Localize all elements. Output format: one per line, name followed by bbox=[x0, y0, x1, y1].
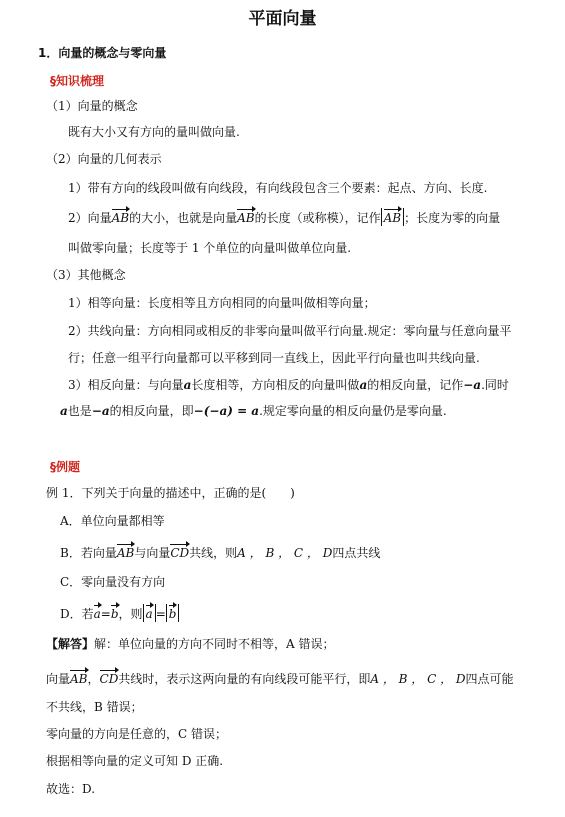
vector-ab: AB bbox=[237, 208, 254, 226]
text: 四点可能 bbox=[465, 672, 514, 686]
text: D．若 bbox=[60, 607, 94, 621]
text: .规定零向量的相反向量仍是零向量. bbox=[259, 404, 447, 418]
points: A ， B ， C ， D bbox=[370, 672, 466, 686]
vector-cd: CD bbox=[100, 669, 119, 687]
solution-label: 【解答】 bbox=[46, 637, 95, 651]
text: 四点共线 bbox=[332, 546, 381, 560]
option-b bbox=[60, 543, 380, 561]
vector-neg-a: −a bbox=[91, 404, 110, 418]
solution-line: 零向量的方向是任意的，C 错误； bbox=[46, 727, 227, 741]
option-a: A．单位向量都相等 bbox=[60, 514, 165, 528]
vector-ab: AB bbox=[117, 543, 134, 561]
text: 2）向量 bbox=[68, 211, 112, 225]
text: ， bbox=[87, 672, 100, 686]
vector-ab: AB bbox=[384, 208, 401, 226]
points: A ， B ， C ， D bbox=[237, 546, 333, 560]
vector-b: b bbox=[169, 604, 177, 622]
page-title: 平面向量 bbox=[248, 9, 317, 29]
solution-line: 根据相等向量的定义可知 D 正确. bbox=[46, 754, 224, 768]
vector-a: a bbox=[146, 604, 153, 622]
solution-line bbox=[46, 636, 335, 652]
vector-a: a bbox=[60, 404, 68, 418]
vector-neg-a: −a bbox=[463, 378, 482, 392]
text: ；长度为零的向量 bbox=[404, 211, 501, 225]
text: 与向量 bbox=[134, 546, 171, 560]
paragraph: 既有大小又有方向的量叫做向量. bbox=[68, 125, 240, 139]
text: 长度相等，方向相反的向量叫做 bbox=[191, 378, 360, 392]
text: ，则 bbox=[118, 607, 143, 621]
option-c: C．零向量没有方向 bbox=[60, 575, 166, 589]
subheading-other: （3）其他概念 bbox=[46, 268, 126, 282]
subheading-geometry: （2）向量的几何表示 bbox=[46, 152, 162, 166]
paragraph: 1）带有方向的线段叫做有向线段，有向线段包含三个要素：起点、方向、长度. bbox=[68, 181, 488, 195]
text: 也是 bbox=[67, 404, 92, 418]
vector-ab: AB bbox=[70, 669, 87, 687]
vector-a: a bbox=[183, 378, 192, 392]
text: .同时 bbox=[481, 378, 509, 392]
paragraph-vector-length bbox=[68, 208, 500, 226]
solution-line bbox=[46, 669, 514, 687]
vector-a: a bbox=[359, 378, 368, 392]
text: = bbox=[155, 607, 166, 621]
examples-heading: §例题 bbox=[50, 460, 81, 474]
subheading-concept: （1）向量的概念 bbox=[46, 99, 138, 113]
section-heading: 1．向量的概念与零向量 bbox=[38, 46, 167, 60]
magnitude-b bbox=[166, 604, 180, 622]
text: 的相反向量，记作 bbox=[367, 378, 464, 392]
paragraph: 行；任意一组平行向量都可以平移到同一直线上，因此平行向量也叫共线向量. bbox=[68, 351, 480, 365]
vector-ab: AB bbox=[112, 208, 129, 226]
text: 解：单位向量的方向不同时不相等，A 错误； bbox=[94, 637, 335, 651]
paragraph: 2）共线向量：方向相同或相反的非零向量叫做平行向量.规定：零向量与任意向量平 bbox=[68, 324, 512, 338]
text: 的长度（或称模），记作 bbox=[254, 211, 381, 225]
solution-line: 不共线，B 错误； bbox=[46, 700, 143, 714]
magnitude-a bbox=[143, 604, 156, 622]
vector-cd: CD bbox=[170, 543, 189, 561]
equation: −(−a) = a bbox=[193, 404, 260, 418]
text: 的相反向量，即 bbox=[109, 404, 194, 418]
magnitude-expression bbox=[381, 208, 404, 226]
text: 向量 bbox=[46, 672, 71, 686]
vector-b: b bbox=[111, 604, 119, 622]
text: B．若向量 bbox=[60, 546, 117, 560]
knowledge-heading: §知识梳理 bbox=[50, 74, 105, 88]
text: = bbox=[100, 607, 111, 621]
text: 共线，则 bbox=[189, 546, 238, 560]
option-d bbox=[60, 604, 179, 622]
paragraph-opposite-cont bbox=[60, 403, 447, 419]
paragraph: 1）相等向量：长度相等且方向相同的向量叫做相等向量； bbox=[68, 296, 376, 310]
paragraph-opposite bbox=[68, 377, 509, 393]
solution-line: 故选：D. bbox=[46, 782, 96, 796]
vector-a: a bbox=[94, 604, 101, 622]
text: 共线时，表示这两向量的有向线段可能平行，即 bbox=[118, 672, 371, 686]
text: 3）相反向量：与向量 bbox=[68, 378, 184, 392]
paragraph: 叫做零向量；长度等于 1 个单位的向量叫做单位向量. bbox=[68, 241, 352, 255]
text: 的大小，也就是向量 bbox=[129, 211, 238, 225]
example-question: 例 1．下列关于向量的描述中，正确的是( ) bbox=[46, 486, 295, 500]
